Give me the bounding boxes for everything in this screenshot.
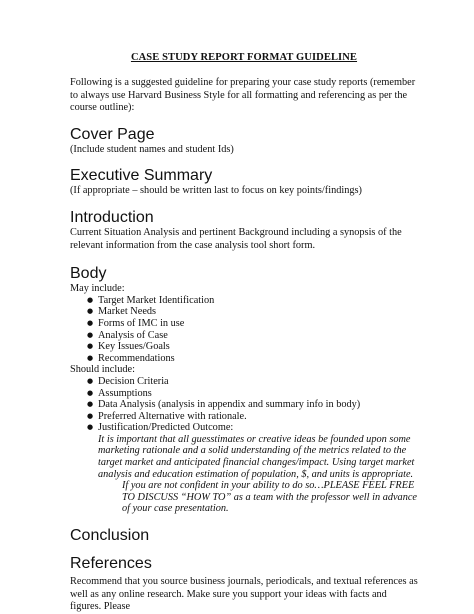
body-heading: Body [70,265,107,283]
references-heading: References [70,555,152,573]
may-include-label: May include: [70,283,125,295]
should-include-label: Should include: [70,364,135,376]
conclusion-heading: Conclusion [70,527,150,545]
bullet-icon: ● [87,423,94,432]
document-title: CASE STUDY REPORT FORMAT GUIDELINE [130,52,358,63]
introduction-text: Current Situation Analysis and pertinent Background including a synopsis of the relevant information from the case analysis tool short form. [70,226,402,251]
cover-page-text: (Include student names and student Ids) [70,143,234,155]
intro-paragraph: Following is a suggested guideline for preparing your case study reports (remember to always use Harvard Business Style for all formatting and referencing as per the course outline): [70,77,416,114]
bullet-icon: ● [87,388,94,397]
list-item: ● Forms of IMC in use [87,317,185,329]
list-item: ● Target Market Identification [87,294,215,306]
should-include-list [70,376,418,434]
list-item: ● Analysis of Case [87,329,168,341]
confidence-note: If you are not confident in your ability to do so…PLEASE FEEL FREE TO DISCUSS “HOW TO” as a team with the professor well in advance of your case presentation. [122,480,417,515]
cover-page-heading: Cover Page [70,125,155,143]
executive-summary-heading: Executive Summary [70,167,213,185]
list-item: ● Recommendations [87,352,175,364]
may-include-list [70,295,418,365]
list-item: ● Preferred Alternative with rationale. [87,410,247,422]
introduction-heading: Introduction [70,208,154,226]
bullet-icon: ● [87,307,94,316]
bullet-icon: ● [87,295,94,304]
bullet-icon: ● [87,400,94,409]
bullet-icon: ● [87,376,94,385]
list-item: ● Assumptions [87,387,152,399]
justification-note: It is important that all guesstimates or creative ideas be founded upon some marketing rationale and a solid understanding of the metrics related to the target market and anticipated financial changes/impact. Using target market analysis and education estimation of population, $, and units is appropriate. [98,433,415,480]
bullet-icon: ● [87,318,94,327]
list-item: ● Market Needs [87,306,157,318]
list-item: ● Key Issues/Goals [87,341,170,353]
references-text: Recommend that you source business journals, periodicals, and textual references as well as any online research. Make sure you support your ideas with facts and figures. Please [70,576,418,613]
list-item: ● Data Analysis (analysis in appendix and summary info in body) [87,399,361,411]
bullet-icon: ● [87,353,94,362]
list-item: ● Decision Criteria [87,375,169,387]
bullet-icon: ● [87,342,94,351]
list-item: ● Justification/Predicted Outcome: [87,422,234,434]
bullet-icon: ● [87,330,94,339]
executive-summary-text: (If appropriate – should be written last to focus on key points/findings) [70,185,362,197]
bullet-icon: ● [87,411,94,420]
